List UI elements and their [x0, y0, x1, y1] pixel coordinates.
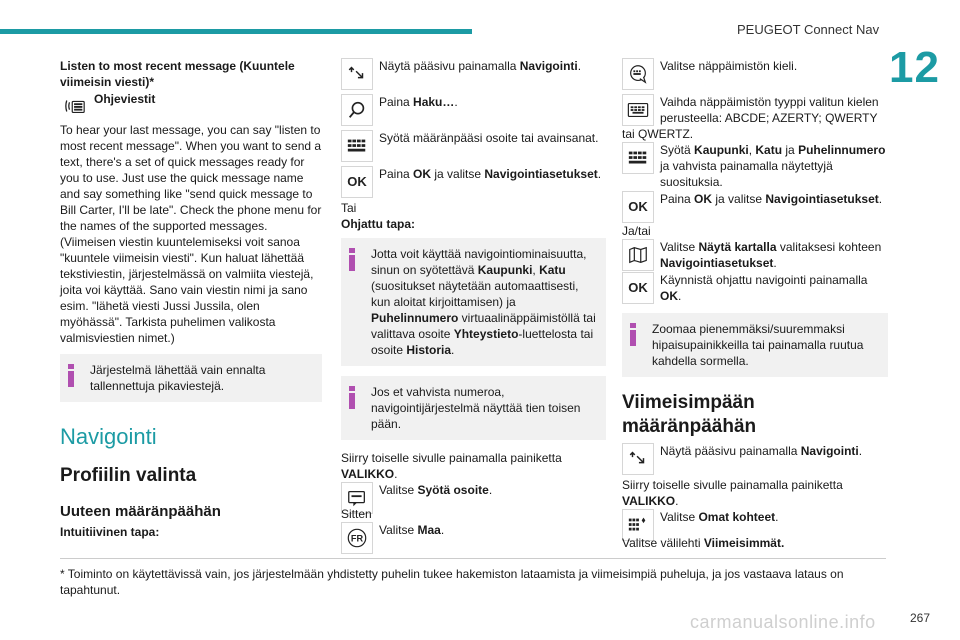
step-keyboard-language [622, 58, 888, 90]
text: Syötä määränpääsi osoite tai avainsanat. [379, 131, 599, 145]
text: . [773, 256, 777, 270]
text-bold: Puhelinnumero [798, 143, 886, 157]
text-bold: Navigointiasetukset [765, 192, 879, 206]
text: . [454, 95, 458, 109]
text-bold: Haku… [413, 95, 455, 109]
text-bold: Navigointiasetukset [660, 256, 774, 270]
text-bold: Katu [755, 143, 783, 157]
text: ja valitse [712, 192, 766, 206]
step-country [341, 522, 606, 554]
info-icon [630, 323, 636, 345]
step-ok [341, 166, 606, 198]
voice-help-label: Ohjeviestit [94, 92, 156, 106]
text-bold: Katu [539, 263, 566, 277]
header-title: PEUGEOT Connect Nav [737, 22, 880, 37]
text: . [858, 444, 863, 458]
text-bold: OK [694, 192, 713, 206]
text: . [488, 483, 493, 497]
and-or-label: Ja/tai [622, 224, 651, 238]
info-text: Zoomaa pienemmäksi/suuremmaksi hipaisupainikkeilla tai painamalla ruutua kahdella sormella. [652, 322, 864, 368]
text-bold: VALIKKO [622, 494, 676, 508]
step-ok [622, 191, 888, 223]
text: . [440, 523, 445, 537]
step-navigation [341, 58, 606, 90]
ok-button-icon: OK [341, 166, 373, 198]
footnote: * Toiminto on käytettävissä vain, jos järjestelmään yhdistetty puhelin tukee hakemiston lataamista ja viimeisimpiä puheluja, ja jos vastaava lataus on tapahtunut. [60, 567, 844, 597]
info-text: Jos et vahvista numeroa, navigointijärjestelmä näyttää tien toisen pään. [371, 385, 581, 431]
text: Valitse välilehti [622, 536, 704, 550]
step-show-on-map [622, 239, 888, 271]
subsection-title: Profiilin valinta [60, 465, 197, 486]
section-title: Navigointi [60, 424, 157, 449]
search-icon [341, 94, 373, 126]
info-icon [349, 386, 355, 408]
text: Siirry toiselle sivulle painamalla painiketta [341, 451, 562, 465]
menu-instruction [341, 450, 606, 482]
keyboard-icon [341, 130, 373, 162]
text-bold: OK [413, 167, 432, 181]
voice-command-heading: Listen to most recent message (Kuuntele viimeisin viesti)* [60, 59, 295, 89]
text: Siirry toiselle sivulle painamalla painiketta [622, 478, 843, 492]
voice-command-icon [60, 91, 90, 121]
info-box [341, 238, 606, 366]
text: valitaksesi kohteen [776, 240, 882, 254]
step-search [341, 94, 606, 126]
text: ja vahvista painamalla näytettyjä suosituksia. [660, 159, 833, 189]
navigation-icon [622, 443, 654, 475]
info-text: Järjestelmä lähettää vain ennalta tallennettuja pikaviestejä. [90, 363, 266, 393]
text: ja [782, 143, 799, 157]
text-bold: VALIKKO [341, 467, 395, 481]
ok-button-icon: OK [622, 191, 654, 223]
info-box [622, 313, 888, 377]
text: (suositukset näytetään automaattisesti, kun aloitat kirjoittamisen) ja [371, 279, 579, 309]
text: . [878, 192, 883, 206]
text-bold: Historia [406, 343, 452, 357]
page-number: 267 [910, 611, 931, 625]
keyboard-icon [622, 94, 654, 126]
text: . [394, 467, 398, 481]
text: Näytä pääsivu painamalla [379, 59, 520, 73]
voice-help-body: To hear your last message, you can say "listen to most recent message". When you want to send a text, there's a set of quick messages ready for you to use. Just use the quick message name and say something like "send quick message to Bill Carter, I'll be late". Check the phone menu for the names of the supported messages. (Viimeisen viestin kuuntelemiseksi voit sanoa "kuuntele viimeisin viesti". Kun haluat lähettää tekstiviestin, järjestelmässä on valmiita viestejä, joita voi käyttää. Sano vain viestin nimi ja sano esim. "lähetä viesti Jussi Jussila, olen myöhässä". Tarkista puhelimen valikosta valmisviestien nimet.) [60, 123, 322, 345]
chapter-number: 12 [889, 43, 940, 92]
text: . [451, 343, 455, 357]
subsubsection-title: Uuteen määränpäähän [60, 503, 221, 520]
step-enter-city [622, 142, 888, 190]
watermark: carmanualsonline.info [690, 612, 876, 632]
info-icon [68, 364, 74, 386]
subsection-title: Viimeisimpään määränpäähän [622, 392, 757, 437]
info-icon [349, 248, 355, 270]
method-label: Intuitiivinen tapa: [60, 525, 160, 539]
country-icon [341, 522, 373, 554]
country-code: FR [350, 533, 364, 544]
column-1 [60, 58, 322, 540]
text: Vaihda näppäimistön tyyppi valitun kielen perusteella: ABCDE; AZERTY; QWERTY tai QWERTZ. [622, 95, 879, 141]
voice-help-row [60, 91, 322, 121]
step-navigation [622, 443, 888, 475]
text-bold: Navigointi [519, 59, 578, 73]
navigation-icon [341, 58, 373, 90]
step-enter-address [341, 130, 606, 162]
step-keyboard-type [622, 94, 888, 142]
header-accent-bar [0, 29, 472, 34]
guided-method-label: Ohjattu tapa: [341, 217, 415, 231]
text: Näytä pääsivu painamalla [660, 444, 801, 458]
text: . [675, 494, 679, 508]
text: Valitse [379, 483, 418, 497]
text: , [532, 263, 540, 277]
text-bold: Näytä kartalla [698, 240, 777, 254]
text-bold: Navigointiasetukset [484, 167, 598, 181]
menu-instruction [622, 477, 888, 509]
then-label: Sitten [341, 507, 372, 521]
info-box [60, 354, 322, 402]
text-bold: Navigointi [800, 444, 859, 458]
tab-instruction [622, 535, 888, 551]
column-3 [622, 58, 888, 551]
text: Paina [660, 192, 695, 206]
text-bold: Viimeisimmät. [703, 536, 785, 550]
info-text [349, 246, 598, 358]
text: , [748, 143, 756, 157]
or-label: Tai [341, 201, 357, 215]
keyboard-language-icon [622, 58, 654, 90]
map-icon [622, 239, 654, 271]
text: Syötä [660, 143, 695, 157]
text: . [597, 167, 602, 181]
text-bold: Kaupunki [477, 263, 533, 277]
text: . [678, 289, 682, 303]
text: virtuaalinäppäimistöllä tai valittava osoite [371, 311, 596, 341]
text: Käynnistä ohjattu navigointi painamalla [660, 273, 868, 287]
text: Valitse [660, 510, 699, 524]
column-2 [341, 58, 606, 554]
step-start-navigation [622, 272, 888, 304]
ok-button-icon: OK [622, 272, 654, 304]
text-bold: Kaupunki [694, 143, 749, 157]
keyboard-icon [622, 142, 654, 174]
text: . [775, 510, 779, 524]
text-bold: Syötä osoite [417, 483, 489, 497]
text: Valitse näppäimistön kieli. [660, 59, 798, 73]
text-bold: Maa [417, 523, 441, 537]
text: Valitse [660, 240, 699, 254]
text-bold: Puhelinnumero [371, 311, 459, 325]
text: Valitse [379, 523, 418, 537]
text-bold: Yhteystieto [453, 327, 519, 341]
info-box [341, 376, 606, 440]
text: Paina [379, 167, 414, 181]
text: -luettelosta tai osoite [371, 327, 594, 357]
text-bold: Omat kohteet [698, 510, 776, 524]
text: Jotta voit käyttää navigointiominaisuutta, sinun on syötettävä [371, 247, 587, 277]
text: . [577, 59, 582, 73]
text: Paina [379, 95, 414, 109]
text-bold: OK [660, 289, 678, 303]
footnote-divider [60, 558, 886, 559]
text: ja valitse [431, 167, 485, 181]
